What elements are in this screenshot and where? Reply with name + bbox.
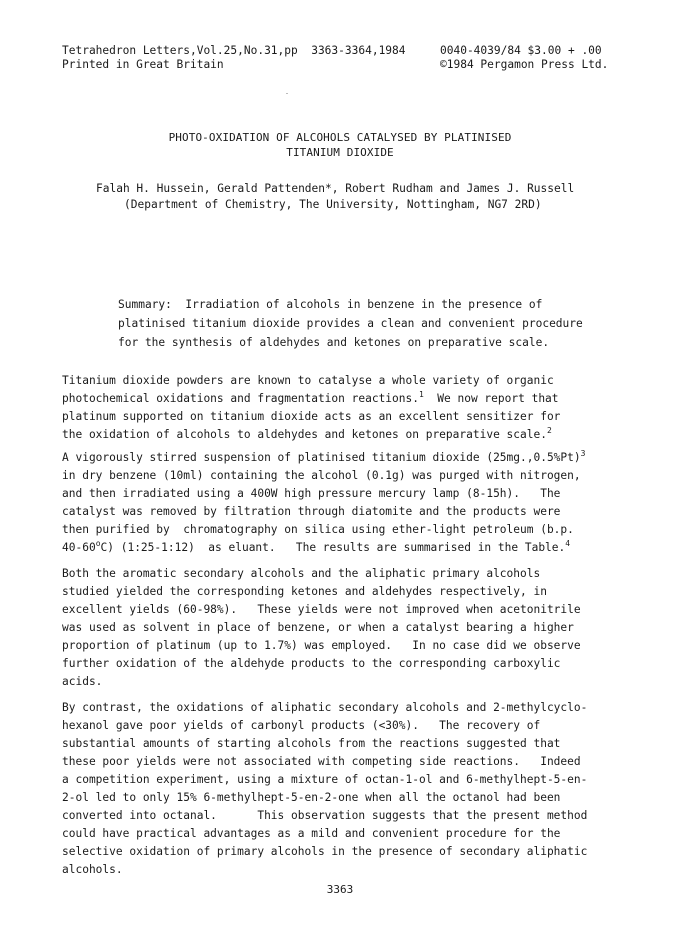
body-line: the oxidation of alcohols to aldehydes and ketones on preparative scale.$^2$ <box>62 426 552 441</box>
body-line: hexanol gave poor yields of carbonyl products (<30%). The recovery of <box>62 719 541 732</box>
issn-price: 0040-4039/84 $3.00 + .00 <box>440 44 602 57</box>
body-line: acids. <box>62 675 103 688</box>
body-line: excellent yields (60-98%). These yields were not improved when acetonitrile <box>62 603 581 616</box>
affiliation: (Department of Chemistry, The University, Nottingham, NG7 2RD) <box>124 198 542 211</box>
authors: Falah H. Hussein, Gerald Pattenden*, Robert Rudham and James J. Russell <box>96 182 575 195</box>
summary-line: for the synthesis of aldehydes and ketones on preparative scale. <box>118 336 550 349</box>
summary-line: platinised titanium dioxide provides a clean and convenient procedure <box>118 317 583 330</box>
body-line: platinum supported on titanium dioxide acts as an excellent sensitizer for <box>62 410 561 423</box>
ref-sup: 4 <box>565 539 571 548</box>
body-line: a competition experiment, using a mixture of octan-1-ol and 6-methylhept-5-en- <box>62 773 588 786</box>
printed-in: Printed in Great Britain <box>62 58 224 71</box>
body-line: and then irradiated using a 400W high pressure mercury lamp (8-15h). The <box>62 487 561 500</box>
degree-sup: o <box>95 539 101 548</box>
body-line: converted into octanal. This observation suggests that the present method <box>62 809 588 822</box>
body-line: in dry benzene (10ml) containing the alcohol (0.1g) was purged with nitrogen, <box>62 469 581 482</box>
ref-sup: 1 <box>418 390 424 399</box>
body-line: selective oxidation of primary alcohols in the presence of secondary aliphatic <box>62 845 588 858</box>
body-line: substantial amounts of starting alcohols from the reactions suggested that <box>62 737 561 750</box>
article-title-line1: PHOTO-OXIDATION OF ALCOHOLS CATALYSED BY PLATINISED <box>168 131 512 144</box>
journal-citation: Tetrahedron Letters,Vol.25,No.31,pp 3363-3364,1984 <box>62 44 406 57</box>
speck <box>286 93 288 94</box>
body-line: Titanium dioxide powders are known to catalyse a whole variety of organic <box>62 374 554 387</box>
body-line: photochemical oxidations and fragmentation reactions.$^1$ We now report that <box>62 390 559 405</box>
body-line: studied yielded the corresponding ketones and aldehydes respectively, in <box>62 585 547 598</box>
body-line: was used as solvent in place of benzene, or when a catalyst bearing a higher <box>62 621 574 634</box>
copyright: ©1984 Pergamon Press Ltd. <box>440 58 609 71</box>
ref-sup: 2 <box>546 426 552 435</box>
body-line: then purified by chromatography on silica using ether-light petroleum (b.p. <box>62 523 574 536</box>
body-line: Both the aromatic secondary alcohols and the aliphatic primary alcohols <box>62 567 541 580</box>
body-line: proportion of platinum (up to 1.7%) was employed. In no case did we observe <box>62 639 581 652</box>
summary-line: Summary: Irradiation of alcohols in benzene in the presence of <box>118 298 543 311</box>
body-line: A vigorously stirred suspension of platinised titanium dioxide $(25mg.,0.5\%Pt)^3$ <box>62 449 586 464</box>
ref-sup: 3 <box>580 449 586 458</box>
body-line: could have practical advantages as a mild and convenient procedure for the <box>62 827 561 840</box>
body-line: alcohols. <box>62 863 123 876</box>
body-line: 2-ol led to only 15% 6-methylhept-5-en-2-one when all the octanol had been <box>62 791 561 804</box>
body-line: 40-60$^o$C) (1:25-1:12) as eluant. The results are summarised in the Table.$^4$ <box>62 539 571 554</box>
body-line: By contrast, the oxidations of aliphatic secondary alcohols and 2-methylcyclo- <box>62 701 588 714</box>
body-line: further oxidation of the aldehyde products to the corresponding carboxylic <box>62 657 561 670</box>
body-line: catalyst was removed by filtration through diatomite and the products were <box>62 505 561 518</box>
article-title-line2: TITANIUM DIOXIDE <box>286 146 394 159</box>
page-number: 3363 <box>326 883 354 896</box>
body-line: these poor yields were not associated with competing side reactions. Indeed <box>62 755 581 768</box>
